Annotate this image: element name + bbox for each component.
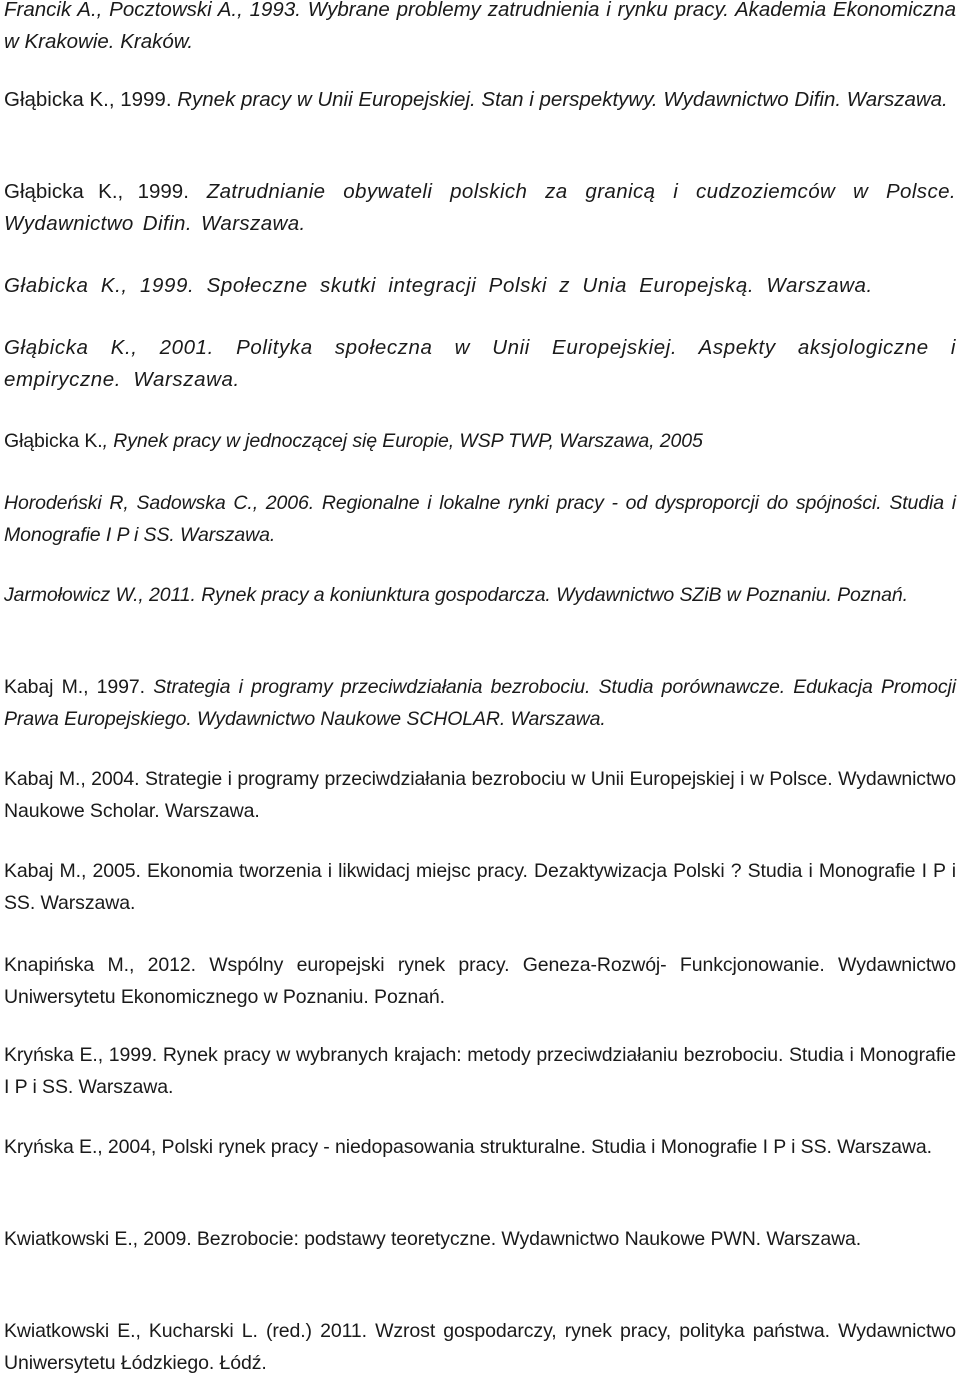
bibliography-entry xyxy=(4,84,956,116)
entry-details: Rynek pracy w wybranych krajach: metody przeciwdziałaniu bezrobociu. Studia i Monografie I P i SS. Warszawa. xyxy=(4,1044,957,1098)
bibliography-entry xyxy=(4,950,956,1013)
entry-author: Głabicka K., 1999. xyxy=(4,274,195,297)
entry-details: Wspólny europejski rynek pracy. Geneza-Rozwój- Funkcjonowanie. Wydawnictwo Uniwersytetu Ekonomicznego w Poznaniu. Poznań. xyxy=(4,954,956,1008)
bibliography-entry xyxy=(4,176,956,239)
entry-author: Horodeński R, Sadowska C., 2006. xyxy=(4,492,315,514)
entry-author: Kryńska E. xyxy=(4,1136,98,1158)
bibliography-entry xyxy=(4,332,956,395)
bibliography-entry xyxy=(4,1132,956,1164)
entry-author: Kwiatkowski E., Kucharski L. (red.) 2011. xyxy=(4,1320,367,1342)
bibliography-entry xyxy=(4,1040,956,1103)
bibliography-entry xyxy=(4,426,956,458)
entry-author: Kryńska E., 1999. xyxy=(4,1044,158,1066)
entry-author: Francik A., Pocztowski A., 1993. xyxy=(4,0,301,21)
entry-details: Bezrobocie: podstawy teoretyczne. Wydawnictwo Naukowe PWN. Warszawa. xyxy=(191,1228,862,1250)
entry-details: Polityka społeczna w Unii Europejskiej. Aspekty aksjologiczne i empiryczne. Warszawa. xyxy=(4,336,956,391)
entry-author: Knapińska M., 2012. xyxy=(4,954,196,976)
entry-author: Kwiatkowski E., 2009. xyxy=(4,1228,192,1250)
entry-details: Wzrost gospodarczy, rynek pracy, polityka państwa. Wydawnictwo Uniwersytetu Łódzkiego. Łódź. xyxy=(4,1320,957,1374)
bibliography-entry xyxy=(4,1224,956,1256)
entry-details: Społeczne skutki integracji Polski z Unia Europejską. Warszawa. xyxy=(194,274,873,297)
entry-details: Rynek pracy w Unii Europejskiej. Stan i perspektywy. Wydawnictwo Difin. Warszawa. xyxy=(171,88,948,111)
entry-author: Głąbicka K., 1999. xyxy=(4,180,189,203)
entry-details: Regionalne i lokalne rynki pracy - od dysproporcji do spójności. Studia i Monografie I P i SS. Warszawa. xyxy=(4,492,957,546)
entry-details: , 2004, Polski rynek pracy - niedopasowania strukturalne. Studia i Monografie I P i SS. Warszawa. xyxy=(97,1136,932,1158)
entry-author: Głąbicka K. xyxy=(4,430,103,452)
entry-author: Kabaj M., 2005. xyxy=(4,860,141,882)
bibliography-entry xyxy=(4,672,956,735)
entry-details: Zatrudnianie obywateli polskich za granicą i cudzoziemców w Polsce. Wydawnictwo Difin. Warszawa. xyxy=(4,180,957,235)
entry-details: Ekonomia tworzenia i likwidacj miejsc pracy. Dezaktywizacja Polski ? Studia i Monografie I P i SS. Warszawa. xyxy=(4,860,956,914)
entry-details: Rynek pracy a koniunktura gospodarcza. Wydawnictwo SZiB w Poznaniu. Poznań. xyxy=(195,584,908,606)
bibliography-entry xyxy=(4,488,956,551)
entry-details: , Rynek pracy w jednoczącej się Europie, WSP TWP, Warszawa, 2005 xyxy=(102,430,703,452)
entry-details: Wybrane problemy zatrudnienia i rynku pracy. Akademia Ekonomiczna w Krakowie. Kraków. xyxy=(4,0,956,53)
entry-author: Jarmołowicz W., 2011. xyxy=(4,584,196,606)
entry-details: Strategia i programy przeciwdziałania bezrobociu. Studia porównawcze. Edukacja Promocji Prawa Europejskiego. Wydawnictwo Naukowe SCHOLAR. Warszawa. xyxy=(4,676,956,730)
bibliography-entry xyxy=(4,1316,956,1379)
bibliography-entry xyxy=(4,270,956,302)
bibliography-entry xyxy=(4,580,956,612)
entry-author: Głąbicka K., 2001. xyxy=(4,336,214,359)
bibliography-entry xyxy=(4,764,956,827)
entry-author: Kabaj M., 2004. xyxy=(4,768,140,790)
entry-details: Strategie i programy przeciwdziałania bezrobociu w Unii Europejskiej i w Polsce. Wydawnictwo Naukowe Scholar. Warszawa. xyxy=(4,768,956,822)
entry-author: Głąbicka K., 1999. xyxy=(4,88,172,111)
bibliography-entry xyxy=(4,0,956,57)
entry-author: Kabaj M., 1997. xyxy=(4,676,145,698)
bibliography-entry xyxy=(4,856,956,919)
